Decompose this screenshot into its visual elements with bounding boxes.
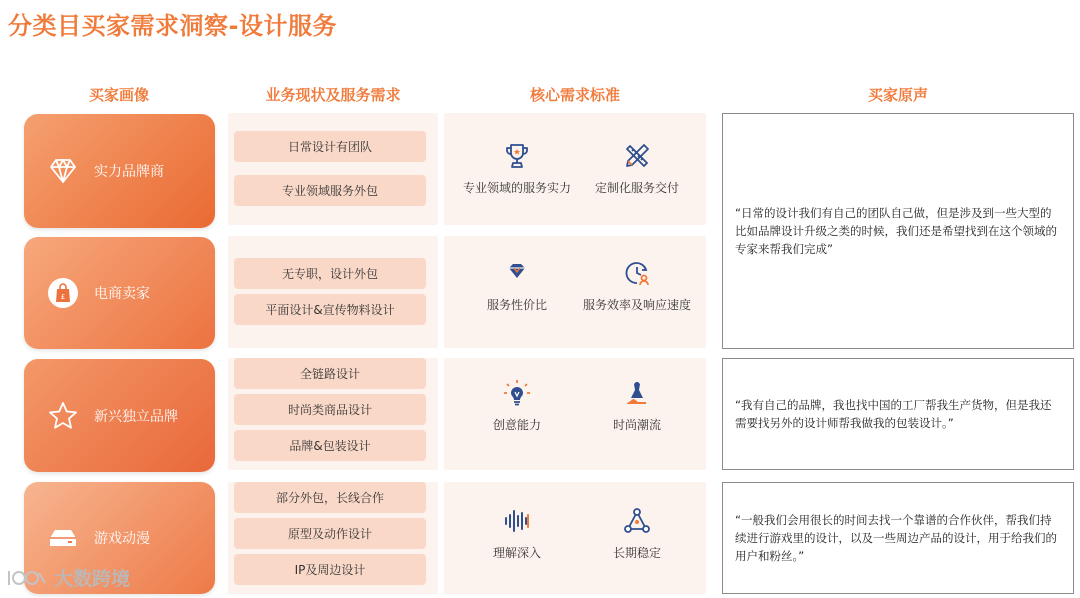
column-header-persona: 买家画像 xyxy=(88,86,149,104)
watermark xyxy=(6,564,130,591)
column-header-needs: 核心需求标准 xyxy=(529,86,620,104)
persona-label: 电商卖家 xyxy=(94,286,150,302)
need-label: 长期稳定 xyxy=(612,546,661,560)
column-header-status: 业务现状及服务需求 xyxy=(265,86,401,104)
need-item xyxy=(462,506,572,562)
persona-label: 实力品牌商 xyxy=(94,164,164,180)
network-icon xyxy=(622,506,652,536)
need-item xyxy=(462,141,572,197)
watermark-logo xyxy=(6,567,48,589)
persona-card-ecommerce xyxy=(24,237,215,349)
need-item xyxy=(582,506,692,562)
need-item xyxy=(582,378,692,434)
watermark-text: 大数跨境 xyxy=(54,568,131,590)
status-pill: 部分外包，长线合作 xyxy=(234,482,426,513)
status-pill: 日常设计有团队 xyxy=(234,131,426,162)
pencil-ruler-icon xyxy=(622,141,652,171)
need-label: 服务效率及响应速度 xyxy=(582,298,691,312)
trophy-icon xyxy=(502,141,532,171)
status-pill: 平面设计&宣传物料设计 xyxy=(234,294,426,325)
need-label: 服务性价比 xyxy=(486,298,547,312)
status-pill: 无专职，设计外包 xyxy=(234,258,426,289)
console-icon xyxy=(46,521,80,555)
need-item xyxy=(462,378,572,434)
need-item xyxy=(582,141,692,197)
need-label: 定制化服务交付 xyxy=(594,181,679,195)
buyer-voice-text: “一般我们会用很长的时间去找一个靠谱的合作伙伴，帮我们持续进行游戏里的设计，以及一些周边产品的设计，用于给我们的用户和粉丝。” xyxy=(735,513,1057,563)
buyer-voice-box xyxy=(722,482,1074,594)
buyer-voice-text: “日常的设计我们有自己的团队自己做，但是涉及到一些大型的比如品牌设计升级之类的时候，我们还是希望找到在这个领域的专家来帮我们完成” xyxy=(735,206,1057,256)
column-header-voice: 买家原声 xyxy=(867,86,928,104)
persona-card-brand xyxy=(24,114,215,228)
need-item xyxy=(462,258,572,314)
page-title: 分类目买家需求洞察-设计服务 xyxy=(8,12,337,40)
diamond-icon xyxy=(46,154,80,188)
svg-text:£: £ xyxy=(60,293,66,301)
needs-panel xyxy=(444,236,706,348)
buyer-voice-box xyxy=(722,358,1074,470)
star-icon xyxy=(46,399,80,433)
need-label: 创意能力 xyxy=(492,418,541,432)
need-label: 理解深入 xyxy=(492,546,541,560)
status-pill: IP及周边设计 xyxy=(234,554,426,585)
status-pill: 时尚类商品设计 xyxy=(234,394,426,425)
status-panel xyxy=(228,482,438,594)
clock-user-icon xyxy=(622,258,652,288)
persona-label: 新兴独立品牌 xyxy=(94,408,178,425)
soundwave-icon xyxy=(502,506,532,536)
lightbulb-icon xyxy=(502,378,532,408)
fashion-icon xyxy=(622,378,652,408)
status-pill: 专业领域服务外包 xyxy=(234,175,426,206)
status-pill: 品牌&包装设计 xyxy=(234,430,426,461)
need-label: 时尚潮流 xyxy=(612,418,661,432)
shopping-bag-icon xyxy=(46,276,80,310)
need-item xyxy=(582,258,692,314)
persona-card-indie-brand xyxy=(24,359,215,472)
gem-icon xyxy=(502,258,532,288)
status-pill: 原型及动作设计 xyxy=(234,518,426,549)
buyer-voice-box xyxy=(722,113,1074,349)
status-panel xyxy=(228,358,438,470)
status-panel xyxy=(228,236,438,348)
persona-label: 游戏动漫 xyxy=(94,531,150,547)
needs-panel xyxy=(444,482,706,594)
status-pill: 全链路设计 xyxy=(234,358,426,389)
buyer-voice-text: “我有自己的品牌，我也找中国的工厂帮我生产货物，但是我还需要找另外的设计师帮我做我的包装设计。” xyxy=(735,398,1052,430)
status-panel xyxy=(228,113,438,225)
needs-panel xyxy=(444,113,706,225)
needs-panel xyxy=(444,358,706,470)
need-label: 专业领域的服务实力 xyxy=(462,181,571,195)
